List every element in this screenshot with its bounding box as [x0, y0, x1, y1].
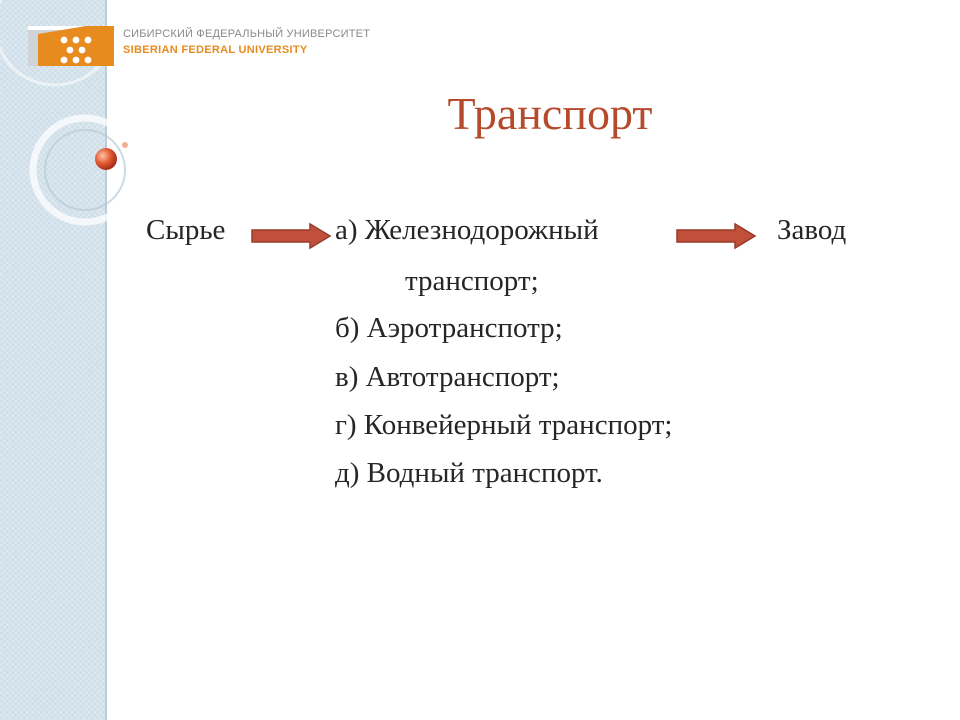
- right-arrow-icon: [675, 222, 757, 250]
- logo-text-russian: СИБИРСКИЙ ФЕДЕРАЛЬНЫЙ УНИВЕРСИТЕТ: [123, 28, 371, 40]
- list-item-air: б) Аэротранспотр;: [335, 312, 563, 344]
- list-item-conveyor: г) Конвейерный транспорт;: [335, 409, 673, 441]
- red-ball-icon: [95, 148, 117, 170]
- logo-text-english: SIBERIAN FEDERAL UNIVERSITY: [123, 44, 308, 56]
- slide-title: Транспорт: [447, 88, 653, 139]
- list-item-railway: а) Железнодорожный: [335, 214, 599, 246]
- destination-label: Завод: [777, 214, 847, 246]
- list-item-road: в) Автотранспорт;: [335, 361, 560, 393]
- right-arrow-icon: [250, 222, 332, 250]
- list-item-railway-cont: транспорт;: [405, 265, 539, 297]
- source-label: Сырье: [146, 214, 226, 246]
- list-item-water: д) Водный транспорт.: [335, 457, 603, 489]
- university-logo-icon: [28, 22, 116, 68]
